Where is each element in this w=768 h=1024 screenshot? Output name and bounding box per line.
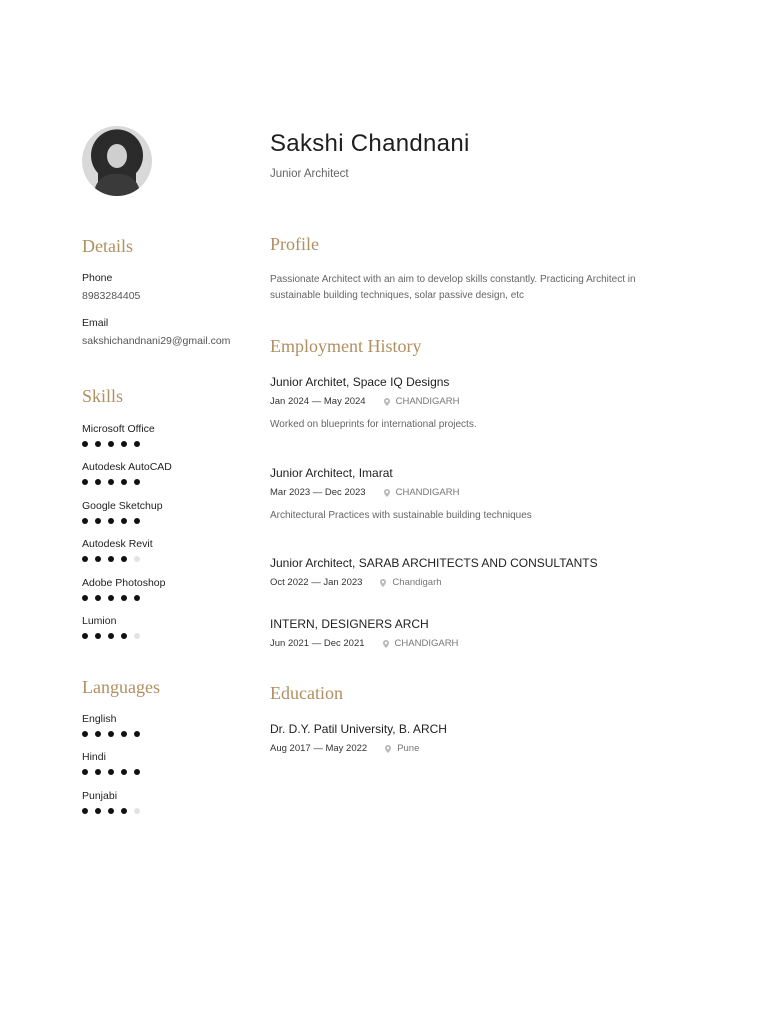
level-dot-filled	[108, 769, 114, 775]
job-dates: Mar 2023 — Dec 2023	[270, 487, 366, 498]
level-dot-filled	[121, 518, 127, 524]
level-dot-filled	[95, 556, 101, 562]
job-description: Worked on blueprints for international projects.	[270, 419, 477, 430]
phone-value: 8983284405	[82, 290, 141, 302]
level-dot-filled	[108, 595, 114, 601]
job-dates: Jun 2021 — Dec 2021	[270, 638, 365, 649]
phone-block	[82, 272, 140, 302]
education-entry	[270, 722, 710, 754]
level-dot-filled	[134, 769, 140, 775]
level-dot-filled	[134, 731, 140, 737]
job-location	[383, 638, 459, 649]
level-dot-filled	[108, 556, 114, 562]
job-meta	[270, 396, 710, 407]
level-dot-filled	[82, 769, 88, 775]
skill-label: Lumion	[82, 614, 117, 627]
job-entry	[270, 466, 710, 521]
level-dot-filled	[108, 518, 114, 524]
level-dot-filled	[121, 479, 127, 485]
level-dot-filled	[95, 808, 101, 814]
skill-level-dots	[82, 633, 252, 639]
level-dot-filled	[95, 633, 101, 639]
job-location-text: CHANDIGARH	[395, 396, 460, 407]
job-meta	[270, 487, 710, 498]
language-level-dots	[82, 769, 252, 775]
language-item	[82, 790, 252, 828]
skill-item	[82, 423, 252, 461]
skill-level-dots	[82, 556, 252, 562]
level-dot-filled	[121, 808, 127, 814]
skill-item	[82, 615, 252, 653]
email-label: Email	[82, 317, 109, 329]
skill-label: Adobe Photoshop	[82, 576, 166, 589]
skills-list	[82, 423, 252, 653]
avatar-face	[107, 144, 127, 168]
map-pin-icon	[384, 489, 390, 497]
profile-heading: Profile	[270, 234, 319, 254]
map-pin-icon	[383, 640, 389, 648]
job-location-text: Chandigarh	[392, 577, 442, 588]
level-dot-filled	[134, 479, 140, 485]
job-location	[384, 396, 460, 407]
job-title: Junior Architet, Space IQ Designs	[270, 375, 450, 389]
level-dot-filled	[82, 731, 88, 737]
job-dates: Jan 2024 — May 2024	[270, 396, 366, 407]
level-dot-empty	[134, 808, 140, 814]
language-label: Punjabi	[82, 789, 118, 802]
language-item	[82, 713, 252, 751]
skill-label: Microsoft Office	[82, 423, 155, 435]
skill-item	[82, 500, 252, 538]
language-label: Hindi	[82, 751, 106, 764]
level-dot-filled	[95, 518, 101, 524]
job-location	[380, 577, 441, 588]
skill-level-dots	[82, 595, 252, 601]
education-location	[385, 743, 419, 754]
phone-label: Phone	[82, 272, 113, 284]
skill-label: Autodesk Revit	[82, 538, 153, 551]
job-location-text: CHANDIGARH	[395, 487, 460, 498]
job-dates: Oct 2022 — Jan 2023	[270, 577, 363, 588]
education-heading: Education	[270, 683, 343, 703]
job-title: Junior Architect, Imarat	[270, 466, 393, 480]
job-description: Architectural Practices with sustainable building techniques	[270, 510, 532, 521]
skill-label: Google Sketchup	[82, 499, 163, 512]
level-dot-filled	[95, 731, 101, 737]
level-dot-filled	[82, 518, 88, 524]
skill-level-dots	[82, 479, 252, 485]
level-dot-filled	[121, 441, 127, 447]
language-item	[82, 751, 252, 789]
details-heading: Details	[82, 236, 133, 256]
language-level-dots	[82, 731, 252, 737]
employment-heading: Employment History	[270, 336, 422, 356]
level-dot-filled	[82, 556, 88, 562]
level-dot-filled	[82, 633, 88, 639]
skills-heading: Skills	[82, 386, 124, 406]
languages-heading: Languages	[82, 677, 160, 697]
level-dot-filled	[108, 808, 114, 814]
level-dot-filled	[82, 479, 88, 485]
level-dot-filled	[95, 595, 101, 601]
education-meta	[270, 743, 710, 754]
level-dot-filled	[82, 595, 88, 601]
job-meta	[270, 577, 710, 588]
job-title: Junior Architect, SARAB ARCHITECTS AND CONSULTANTS	[270, 556, 598, 570]
language-label: English	[82, 713, 117, 725]
avatar	[82, 126, 152, 196]
job-title: INTERN, DESIGNERS ARCH	[270, 617, 429, 631]
level-dot-filled	[95, 479, 101, 485]
map-pin-icon	[385, 745, 391, 753]
level-dot-filled	[82, 441, 88, 447]
education-title: Dr. D.Y. Patil University, B. ARCH	[270, 722, 447, 736]
level-dot-filled	[82, 808, 88, 814]
email-block	[82, 317, 230, 347]
skill-item	[82, 577, 252, 615]
job-location	[384, 487, 460, 498]
level-dot-filled	[121, 731, 127, 737]
candidate-job-title: Junior Architect	[270, 168, 349, 180]
level-dot-filled	[95, 769, 101, 775]
email-value[interactable]: sakshichandnani29@gmail.com	[82, 335, 231, 347]
level-dot-filled	[108, 441, 114, 447]
job-entry	[270, 617, 710, 649]
level-dot-filled	[121, 595, 127, 601]
skill-label: Autodesk AutoCAD	[82, 461, 172, 474]
level-dot-filled	[134, 595, 140, 601]
level-dot-filled	[95, 441, 101, 447]
level-dot-filled	[121, 633, 127, 639]
right-column	[270, 130, 710, 754]
level-dot-filled	[108, 479, 114, 485]
level-dot-filled	[134, 518, 140, 524]
map-pin-icon	[384, 398, 390, 406]
level-dot-filled	[121, 769, 127, 775]
level-dot-filled	[121, 556, 127, 562]
job-location-text: CHANDIGARH	[394, 638, 459, 649]
profile-text: Passionate Architect with an aim to develop skills constantly. Practicing Architect in sustainable building techniques, solar passive design, etc	[270, 274, 636, 301]
level-dot-filled	[108, 633, 114, 639]
skill-level-dots	[82, 518, 252, 524]
skill-level-dots	[82, 441, 252, 447]
level-dot-empty	[134, 633, 140, 639]
level-dot-filled	[108, 731, 114, 737]
skill-item	[82, 461, 252, 499]
level-dot-filled	[134, 441, 140, 447]
education-dates: Aug 2017 — May 2022	[270, 743, 368, 754]
left-column	[82, 126, 252, 802]
candidate-name: Sakshi Chandnani	[270, 130, 470, 157]
map-pin-icon	[380, 579, 386, 587]
job-meta	[270, 638, 710, 649]
education-location-text: Pune	[397, 743, 420, 754]
job-entry	[270, 556, 710, 588]
languages-list	[82, 713, 252, 828]
skill-item	[82, 538, 252, 576]
job-entry	[270, 375, 710, 430]
level-dot-empty	[134, 556, 140, 562]
language-level-dots	[82, 808, 252, 814]
